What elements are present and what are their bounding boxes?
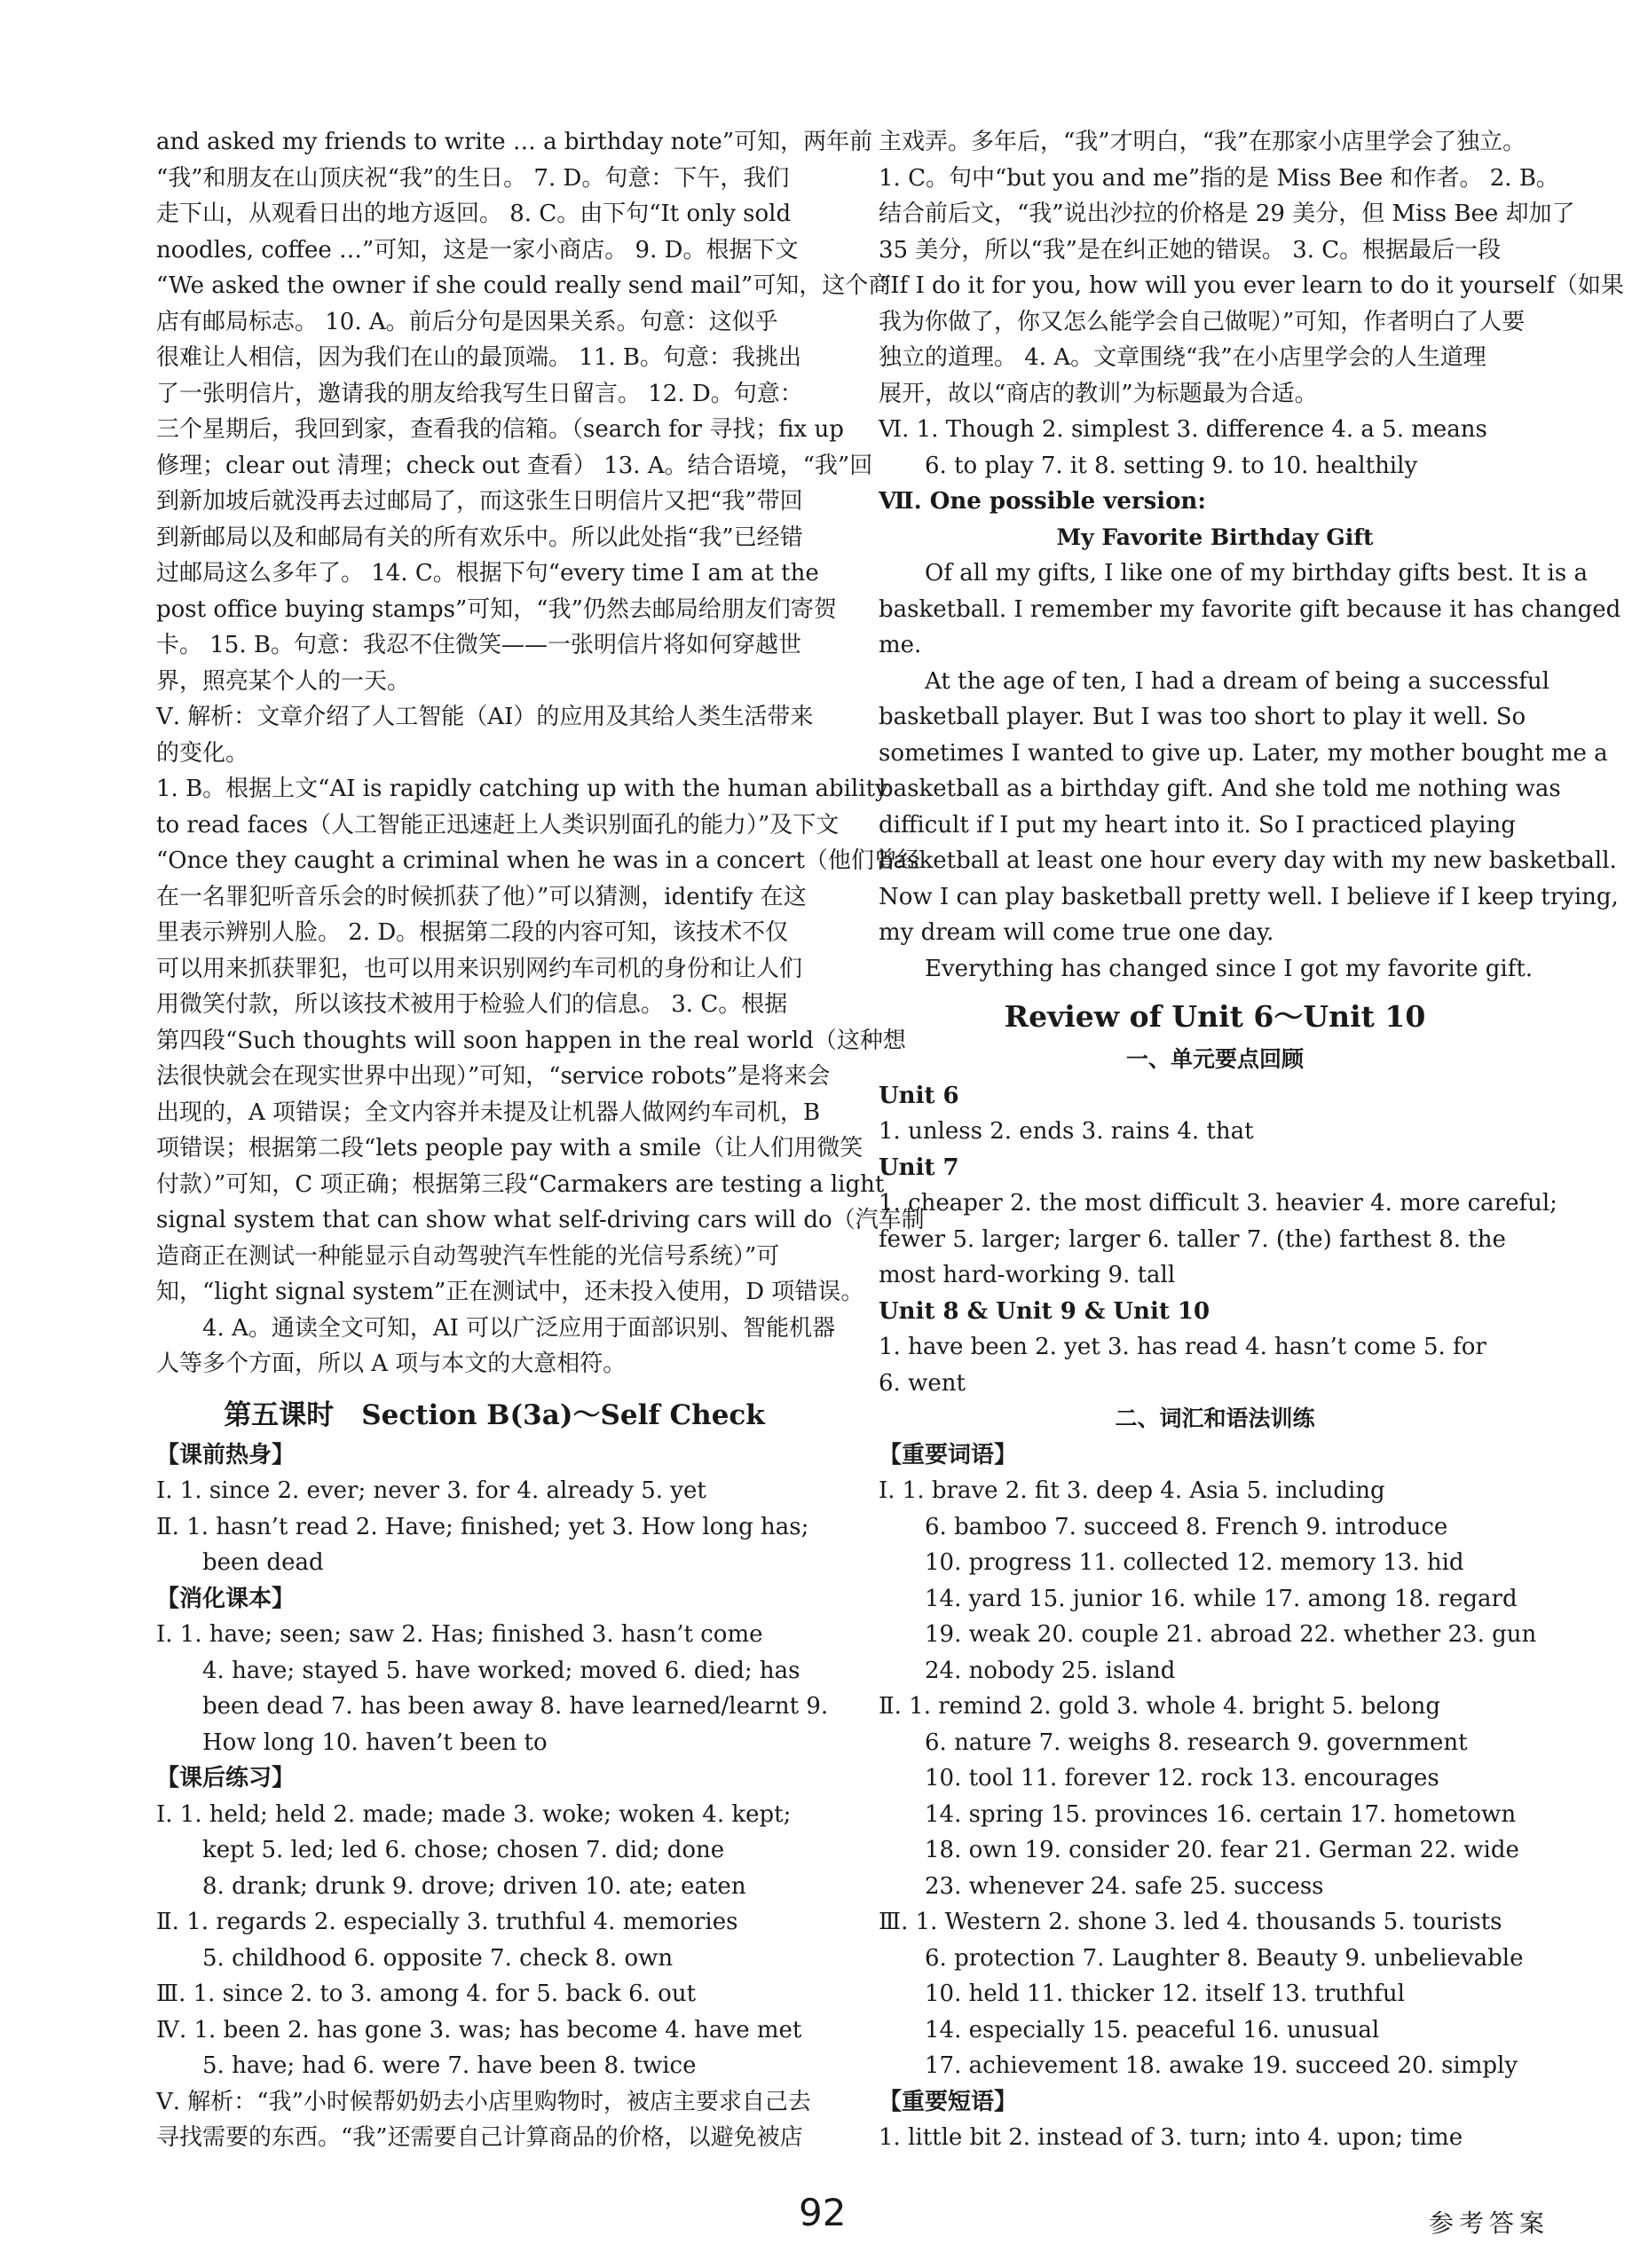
text-line: 知，“light signal system”正在测试中，还未投入使用，D 项错误。 [156,1279,864,1305]
answer-line: 24. nobody 25. island [925,1657,1176,1684]
text-line: “If I do it for you, how will you ever learn to do it yourself（如果 [879,272,1624,299]
answer-line: Ⅰ. 1. have; seen; saw 2. Has; finished 3. hasn’t come [156,1621,763,1648]
text-line: 独立的道理。 4. A。文章围绕“我”在小店里学会的人生道理 [879,344,1486,371]
text-line: 在一名罪犯听音乐会的时候抓获了他）”可以猜测，identify 在这 [156,883,807,910]
answer-line: been dead [202,1549,324,1576]
paragraph-line: 4. A。通读全文可知，AI 可以广泛应用于面部识别、智能机器 [202,1314,836,1342]
answer-line: 6. protection 7. Laughter 8. Beauty 9. unbelievable [925,1944,1524,1972]
answer-line: 4. have; stayed 5. have worked; moved 6. died; has [202,1657,800,1684]
text-line: 造商正在测试一种能显示自动驾驶汽车性能的光信号系统）”可 [156,1242,780,1270]
unit-label: Unit 6 [879,1082,959,1109]
text-line: 可以用来抓获罪犯，也可以用来识别网约车司机的身份和让人们 [156,955,803,982]
section-label: Ⅶ. One possible version: [879,488,1206,515]
text-line: 1. C。句中“but you and me”指的是 Miss Bee 和作者。 2. B。 [879,164,1559,192]
answer-line: 14. yard 15. junior 16. while 17. among 18. regard [925,1585,1518,1612]
text-line: 很难让人相信，因为我们在山的最顶端。 11. B。句意：我挑出 [156,344,801,371]
text-line: 修理；clear out 清理；check out 查看） 13. A。结合语境，“我”回 [156,452,873,479]
text-line: 35 美分，所以“我”是在纠正她的错误。 3. C。根据最后一段 [879,236,1502,264]
essay-line: my dream will come true one day. [879,919,1274,946]
answer-line: Ⅱ. 1. regards 2. especially 3. truthful 4. memories [156,1909,738,1935]
answer-line: 1. have been 2. yet 3. has read 4. hasn’t come 5. for [879,1334,1486,1360]
answer-line: 10. tool 11. forever 12. rock 13. encourages [925,1765,1439,1792]
section-label: 【课前热身】 [156,1441,296,1469]
lesson-title: 第五课时 Section B(3a)～Self Check [224,1398,765,1431]
text-line: 过邮局这么多年了。 14. C。根据下句“every time I am at the [156,560,819,587]
answer-line: 1. little bit 2. instead of 3. turn; into 4. upon; time [879,2124,1463,2151]
answer-line: 5. childhood 6. opposite 7. check 8. own [202,1944,674,1972]
review-title: Review of Unit 6～Unit 10 [1004,999,1426,1034]
section-heading: 一、单元要点回顾 [1125,1046,1304,1072]
answer-line: Ⅲ. 1. since 2. to 3. among 4. for 5. back 6. out [156,1981,697,2007]
essay-line: me. [879,632,922,658]
answer-line: 6. to play 7. it 8. setting 9. to 10. healthily [925,452,1418,479]
answer-line: 1. cheaper 2. the most difficult 3. heavier 4. more careful; [879,1190,1557,1217]
answer-line: 5. have; had 6. were 7. have been 8. twice [202,2052,697,2079]
page-number: 92 [799,2191,847,2234]
section-label: 【消化课本】 [156,1585,296,1612]
answer-line: Ⅳ. 1. been 2. has gone 3. was; has become 4. have met [156,2016,802,2044]
text-line: 了一张明信片，邀请我的朋友给我写生日留言。 12. D。句意： [156,380,803,407]
answer-line: 6. nature 7. weighs 8. research 9. government [925,1729,1468,1756]
answer-line: kept 5. led; led 6. chose; chosen 7. did; done [202,1837,725,1863]
text-line: “We asked the owner if she could really send mail”可知，这个商 [156,272,892,299]
answer-line: 8. drank; drunk 9. drove; driven 10. ate; eaten [202,1872,746,1900]
essay-line: Of all my gifts, I like one of my birthday gifts best. It is a [925,560,1588,587]
text-line: 展开，故以“商店的教训”为标题最为合适。 [879,380,1318,407]
essay-line: Everything has changed since I got my favorite gift. [925,955,1534,982]
text-line: signal system that can show what self-driving cars will do（汽车制 [156,1207,925,1233]
answer-line: 6. bamboo 7. succeed 8. French 9. introduce [925,1513,1448,1540]
answer-line: Ⅰ. 1. since 2. ever; never 3. for 4. already 5. yet [156,1477,706,1504]
answer-line: Ⅲ. 1. Western 2. shone 3. led 4. thousands 5. tourists [879,1909,1502,1935]
answer-line: 10. held 11. thicker 12. itself 13. truthful [925,1981,1405,2007]
essay-line: At the age of ten, I had a dream of being a successful [925,667,1549,695]
answer-line: Ⅰ. 1. held; held 2. made; made 3. woke; woken 4. kept; [156,1800,792,1828]
essay-line: difficult if I put my heart into it. So I practiced playing [879,811,1516,839]
text-line: Ⅴ. 解析：文章介绍了人工智能（AI）的应用及其给人类生活带来 [156,704,814,730]
answer-line: most hard-working 9. tall [879,1262,1176,1288]
text-line: 界，照亮某个人的一天。 [156,667,411,695]
text-line: 人等多个方面，所以 A 项与本文的大意相符。 [156,1351,627,1377]
spacer [156,1382,832,1393]
answer-line: Ⅱ. 1. hasn’t read 2. Have; finished; yet 3. How long has; [156,1513,809,1540]
answer-line: 14. especially 15. peaceful 16. unusual [925,2016,1380,2044]
text-line: 寻找需要的东西。“我”还需要自己计算商品的价格，以避免被店 [156,2124,803,2151]
text-line: 三个星期后，我回到家，查看我的信箱。（search for 寻找；fix up [156,416,844,443]
text-line: to read faces（人工智能正迅速赶上人类识别面孔的能力）”及下文 [156,811,840,839]
text-line: 的变化。 [156,739,249,767]
answer-line: fewer 5. larger; larger 6. taller 7. (the) farthest 8. the [879,1225,1506,1253]
essay-line: basketball at least one hour every day with my new basketball. [879,847,1617,874]
answer-line: 19. weak 20. couple 21. abroad 22. whether 23. gun [925,1621,1537,1648]
answer-line: 17. achievement 18. awake 19. succeed 20. simply [925,2052,1518,2079]
essay-line: basketball player. But I was too short to play it well. So [879,704,1526,730]
unit-label: Unit 7 [879,1154,959,1181]
text-line: 出现的，A 项错误；全文内容并未提及让机器人做网约车司机，B [156,1099,821,1126]
section-label: 【课后练习】 [156,1765,296,1792]
section-label: 【重要词语】 [879,1441,1018,1469]
text-line: 到新加坡后就没再去过邮局了，而这张生日明信片又把“我”带回 [156,488,803,515]
section-heading: 二、词汇和语法训练 [1115,1406,1315,1431]
text-line: noodles, coffee …”可知，这是一家小商店。 9. D。根据下文 [156,236,799,264]
answer-line: How long 10. haven’t been to [202,1729,548,1756]
text-line: 我为你做了，你又怎么能学会自己做呢）”可知，作者明白了人要 [879,308,1526,335]
text-line: 结合前后文，“我”说出沙拉的价格是 29 美分，但 Miss Bee 却加了 [879,201,1575,227]
answer-line: Ⅱ. 1. remind 2. gold 3. whole 4. bright 5. belong [879,1693,1441,1720]
right-column [879,124,1624,2156]
answer-line: been dead 7. has been away 8. have learned/learnt 9. [202,1693,829,1720]
text-line: Ⅴ. 解析：“我”小时候帮奶奶去小店里购物时，被店主要求自己去 [156,2088,811,2115]
section-label: 【重要短语】 [879,2088,1018,2115]
essay-line: Now I can play basketball pretty well. I believe if I keep trying, [879,883,1619,910]
text-line: 1. B。根据上文“AI is rapidly catching up with the human ability [156,776,888,802]
text-line: 到新邮局以及和邮局有关的所有欢乐中。所以此处指“我”已经错 [156,524,803,551]
footer-label: 参考答案 [1429,2209,1550,2238]
text-line: 付款）”可知，C 项正确；根据第三段“Carmakers are testing a light [156,1170,885,1198]
text-line: “我”和朋友在山顶庆祝“我”的生日。 7. D。句意：下午，我们 [156,164,790,192]
essay-line: sometimes I wanted to give up. Later, my mother bought me a [879,739,1608,767]
answer-line: 14. spring 15. provinces 16. certain 17. hometown [925,1800,1517,1828]
text-line: post office buying stamps”可知，“我”仍然去邮局给朋友们寄贺 [156,595,837,623]
text-line: 里表示辨别人脸。 2. D。根据第二段的内容可知，该技术不仅 [156,919,789,946]
essay-title: My Favorite Birthday Gift [1056,524,1374,550]
answer-line: 10. progress 11. collected 12. memory 13. hid [925,1549,1464,1576]
unit-label: Unit 8 & Unit 9 & Unit 10 [879,1297,1210,1325]
answer-line: 1. unless 2. ends 3. rains 4. that [879,1118,1254,1145]
text-line: 走下山，从观看日出的地方返回。 8. C。由下句“It only sold [156,201,792,227]
text-line: 卡。 15. B。句意：我忍不住微笑——一张明信片将如何穿越世 [156,632,801,658]
answer-line: Ⅵ. 1. Though 2. simplest 3. difference 4. a 5. means [879,416,1487,443]
answer-line: 6. went [879,1369,966,1397]
text-line: and asked my friends to write … a birthday note”可知，两年前 [156,129,873,155]
answer-line: Ⅰ. 1. brave 2. fit 3. deep 4. Asia 5. including [879,1477,1385,1504]
answer-line: 18. own 19. consider 20. fear 21. German 22. wide [925,1837,1519,1863]
text-line: 用微笑付款，所以该技术被用于检验人们的信息。 3. C。根据 [156,991,788,1018]
answer-line: 23. whenever 24. safe 25. success [925,1872,1324,1900]
text-line: 法很快就会在现实世界中出现）”可知，“service robots”是将来会 [156,1063,831,1090]
text-line: 项错误；根据第二段“lets people pay with a smile（让人们用微笑 [156,1135,863,1162]
essay-line: basketball as a birthday gift. And she told me nothing was [879,776,1561,802]
text-line: 店有邮局标志。 10. A。前后分句是因果关系。句意：这似乎 [156,308,778,335]
essay-line: basketball. I remember my favorite gift because it has changed [879,595,1621,623]
text-line: 主戏弄。多年后，“我”才明白，“我”在那家小店里学会了独立。 [879,129,1526,155]
text-line: “Once they caught a criminal when he was in a concert（他们曾经 [156,847,920,874]
text-line: 第四段“Such thoughts will soon happen in the real world（这种想 [156,1027,906,1054]
